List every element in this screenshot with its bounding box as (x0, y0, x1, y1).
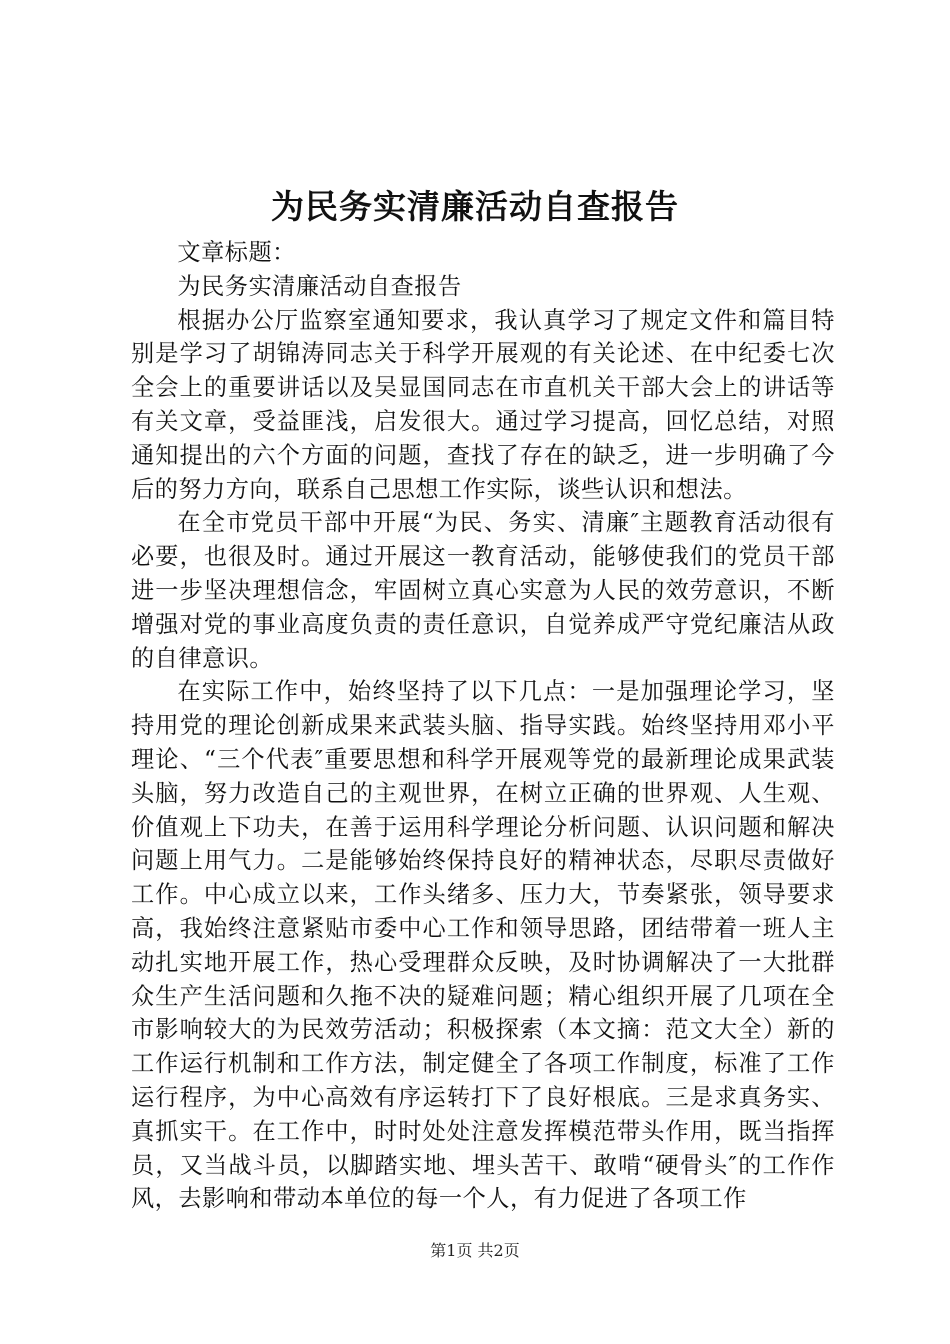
article-title-value: 为民务实清廉活动自查报告 (177, 272, 462, 300)
article-title-label: 文章标题： (177, 239, 296, 266)
paragraph-practice: 在实际工作中，始终坚持了以下几点：一是加强理论学习，坚持用党的理论创新成果来武装头脑、指导实践。始终坚持用邓小平理论、“三个代表″重要思想和科学开展观等党的最新理论成果武装头脑，努力改造自己的主观世界，在树立正确的世界观、人生观、价值观上下功夫，在善于运用科学理论分析问题、认识问题和解决问题上用气力。二是能够始终保持良好的精神状态，尽职尽责做好工作。中心成立以来，工作头绪多、压力大，节奏紧张，领导要求高，我始终注意紧贴市委中心工作和领导思路，团结带着一班人主动扎实地开展工作，热心受理群众反映，及时协调解决了一大批群众生产生活问题和久拖不决的疑难问题；精心组织开展了几项在全市影响较大的为民效劳活动；积极探索（本文摘：范文大全）新的工作运行机制和工作方法，制定健全了各项工作制度，标准了工作运行程序，为中心高效有序运转打下了良好根底。三是求真务实、真抓实干。在工作中，时时处处注意发挥模范带头作用，既当指挥员，又当战斗员，以脚踏实地、埋头苦干、敢啃“硬骨头″的工作作风，去影响和带动本单位的每一个人，有力促进了各项工作 (131, 678, 835, 1213)
document-title: 为民务实清廉活动自查报告 (271, 187, 679, 226)
paragraph-activity: 在全市党员干部中开展“为民、务实、清廉″主题教育活动很有必要，也很及时。通过开展这一教育活动，能够使我们的党员干部进一步坚决理想信念，牢固树立真心实意为人民的效劳意识，不断增强对党的事业高度负责的责任意识，自觉养成严守党纪廉洁从政的自律意识。 (131, 509, 835, 672)
page-number-footer: 第1页 共2页 (430, 1241, 520, 1260)
paragraph-intro: 根据办公厅监察室通知要求，我认真学习了规定文件和篇目特别是学习了胡锦涛同志关于科学开展观的有关论述、在中纪委七次全会上的重要讲话以及吴显国同志在市直机关干部大会上的讲话等有关文章，受益匪浅，启发很大。通过学习提高，回忆总结，对照通知提出的六个方面的问题，查找了存在的缺乏，进一步明确了今后的努力方向，联系自己思想工作实际，谈些认识和想法。 (131, 306, 835, 503)
document-body (131, 236, 835, 1216)
